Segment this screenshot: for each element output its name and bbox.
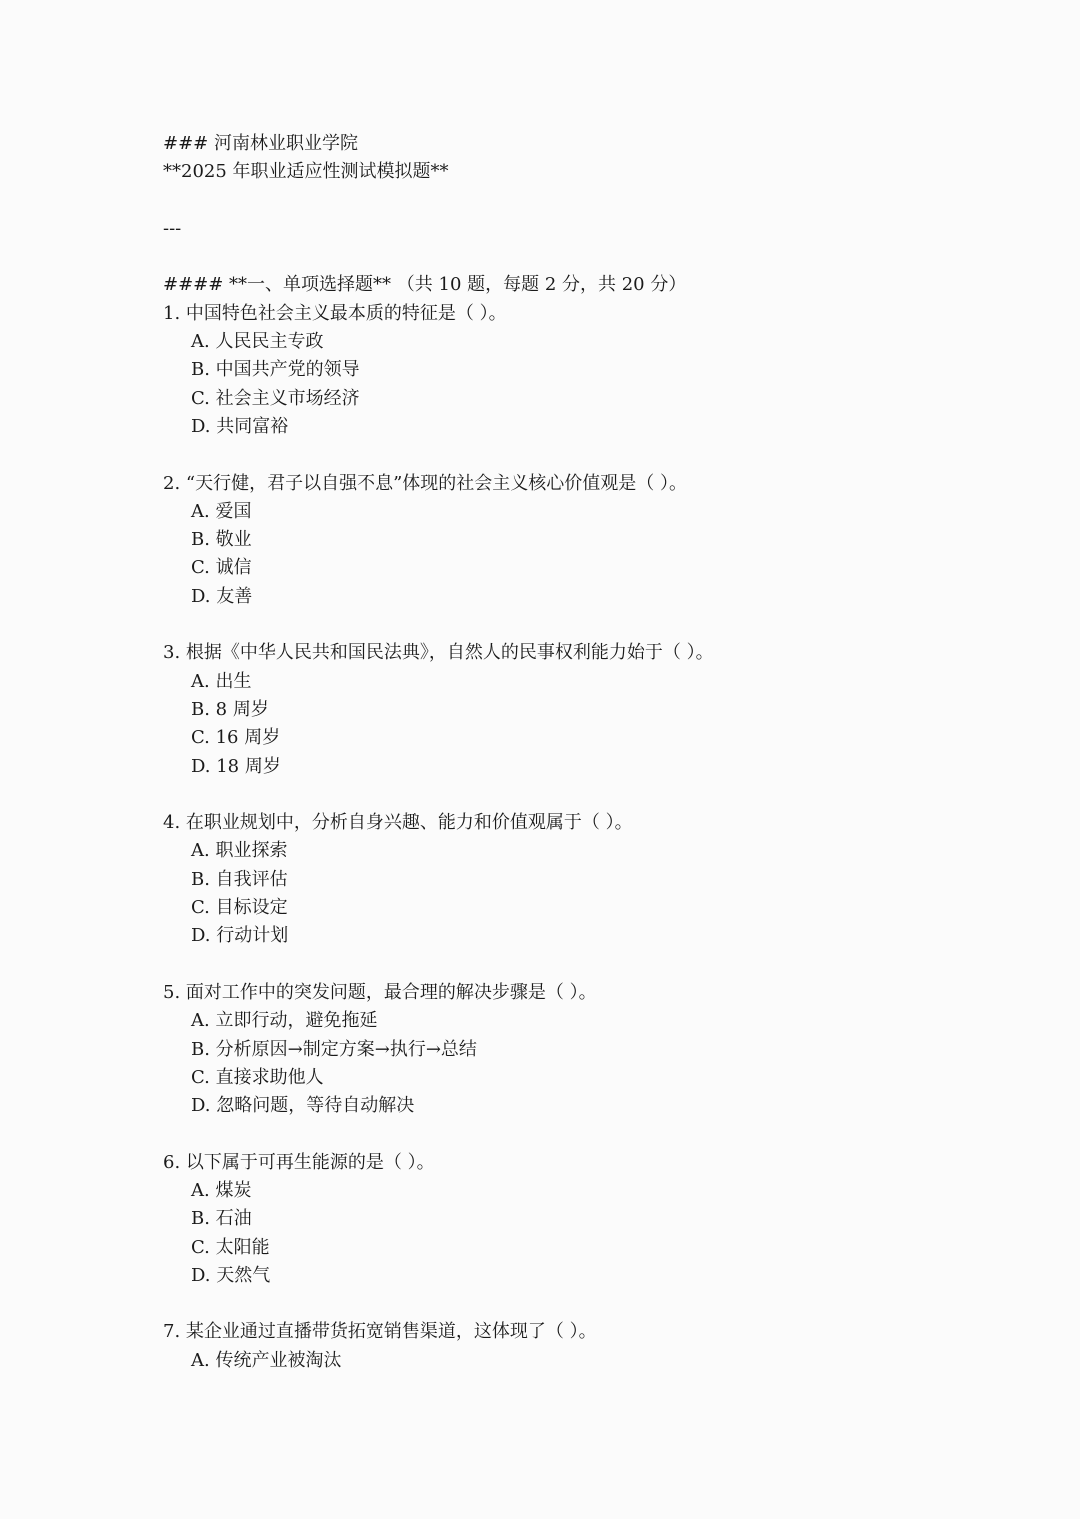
option-a: A. 爱国: [191, 500, 252, 522]
option-c: C. 目标设定: [191, 897, 288, 919]
option-b: B. 分析原因→制定方案→执行→总结: [191, 1038, 477, 1060]
option-b: B. 中国共产党的领导: [191, 359, 360, 381]
option-d: D. 共同富裕: [191, 415, 289, 437]
question-block: [163, 1149, 1023, 1290]
school-heading: ### 河南林业职业学院: [163, 133, 358, 154]
exam-subtitle: **2025 年职业适应性测试模拟题**: [163, 161, 449, 183]
option-a: A. 立即行动，避免拖延: [191, 1010, 378, 1032]
option-a: A. 煤炭: [191, 1179, 252, 1201]
blank-line: [163, 441, 1023, 469]
question-stem: 3. 根据《中华人民共和国民法典》，自然人的民事权利能力始于（ ）。: [163, 642, 714, 664]
blank-line: [163, 243, 1023, 271]
option-b: B. 敬业: [191, 529, 252, 551]
option-d: D. 天然气: [191, 1264, 271, 1286]
blank-line: [163, 1120, 1023, 1148]
question-stem: 4. 在职业规划中，分析自身兴趣、能力和价值观属于（ ）。: [163, 812, 633, 834]
question-block: [163, 1318, 1023, 1375]
question-block: [163, 300, 1023, 441]
blank-line: [163, 951, 1023, 979]
question-block: [163, 979, 1023, 1120]
option-b: B. 8 周岁: [191, 698, 269, 720]
option-d: D. 18 周岁: [191, 755, 281, 777]
question-stem: 2. “天行健，君子以自强不息”体现的社会主义核心价值观是（ ）。: [163, 472, 688, 494]
question-stem: 7. 某企业通过直播带货拓宽销售渠道，这体现了（ ）。: [163, 1321, 597, 1343]
option-b: B. 自我评估: [191, 868, 288, 890]
option-c: C. 社会主义市场经济: [191, 387, 360, 409]
blank-line: [163, 781, 1023, 809]
option-c: C. 太阳能: [191, 1236, 270, 1258]
option-a: A. 出生: [191, 670, 252, 692]
option-d: D. 忽略问题，等待自动解决: [191, 1095, 415, 1117]
document-body: [163, 130, 1023, 1375]
blank-line: [163, 1290, 1023, 1318]
option-a: A. 人民民主专政: [191, 331, 324, 353]
option-b: B. 石油: [191, 1208, 252, 1230]
question-block: [163, 470, 1023, 611]
option-d: D. 行动计划: [191, 925, 289, 947]
option-c: C. 直接求助他人: [191, 1066, 324, 1088]
question-block: [163, 809, 1023, 950]
blank-line: [163, 611, 1023, 639]
divider-text: ---: [163, 217, 182, 239]
blank-line: [163, 187, 1023, 215]
question-stem: 6. 以下属于可再生能源的是（ ）。: [163, 1151, 435, 1173]
section-title: #### **一、单项选择题** （共 10 题，每题 2 分，共 20 分）: [163, 274, 687, 296]
option-a: A. 传统产业被淘汰: [191, 1349, 342, 1371]
option-a: A. 职业探索: [191, 840, 288, 862]
option-c: C. 诚信: [191, 557, 252, 579]
option-c: C. 16 周岁: [191, 727, 281, 749]
question-block: [163, 639, 1023, 780]
option-d: D. 友善: [191, 585, 253, 607]
question-stem: 1. 中国特色社会主义最本质的特征是（ ）。: [163, 302, 507, 324]
question-stem: 5. 面对工作中的突发问题，最合理的解决步骤是（ ）。: [163, 981, 597, 1003]
